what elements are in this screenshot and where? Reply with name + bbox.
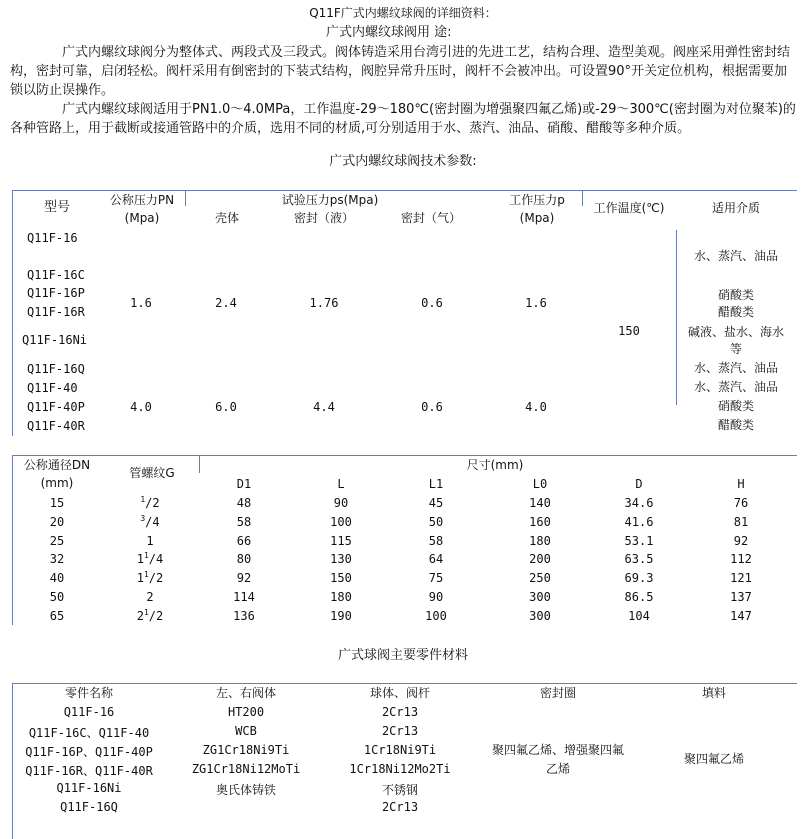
header-dim-h: H — [737, 477, 745, 491]
dim-cell-l1: 75 — [428, 571, 444, 586]
dim-cell-l1: 50 — [428, 514, 444, 529]
thread-cell — [137, 552, 164, 566]
ball-material-cell: 1Cr18Ni12Mo2Ti — [349, 762, 451, 776]
table-left-border — [12, 683, 13, 839]
thread-whole: 1 — [136, 571, 144, 586]
part-name-cell: Q11F-16 — [63, 705, 115, 719]
model-cell: Q11F-16C — [27, 268, 85, 282]
thread-whole: 1 — [146, 533, 154, 548]
dn-cell: 50 — [49, 590, 65, 604]
ball-material-cell: 2Cr13 — [381, 705, 419, 719]
dim-cell-d1: 80 — [236, 552, 252, 567]
thread-denominator: 4 — [152, 514, 160, 529]
model-cell: Q11F-40 — [27, 381, 78, 395]
dim-cell-d1: 92 — [236, 571, 252, 586]
thread-denominator: 2 — [156, 608, 164, 623]
header-dn: 公称通径DN — [23, 458, 91, 472]
application-paragraph: 广式内螺纹球阀适用于PN1.0～4.0MPa，工作温度-29～180℃(密封圈为增强聚四氟乙烯)或-29～300℃(密封圈为对位聚苯)的各种管路上，用于截断或接通管路中的介质，选用不同的材质,可分别适用于水、蒸汽、油品、硝酸、醋酸等多种介质。 — [10, 102, 796, 136]
header-part-name: 零件名称 — [64, 686, 114, 700]
part-name-cell: Q11F-16P、Q11F-40P — [25, 745, 153, 759]
dim-cell-h: 137 — [730, 590, 752, 604]
dim-cell-h: 92 — [733, 533, 749, 548]
dim-cell-d: 41.6 — [624, 514, 654, 529]
header-body: 左、右阀体 — [215, 686, 277, 700]
dim-cell-l0: 180 — [529, 533, 551, 548]
dim-cell-l0: 140 — [529, 496, 551, 510]
part-name-cell: Q11F-16Q — [60, 800, 118, 814]
header-temperature: 工作温度(℃) — [593, 201, 665, 215]
dim-cell-d: 53.1 — [624, 533, 654, 548]
fraction-slash: / — [148, 552, 157, 567]
header-dn-unit: (mm) — [40, 476, 74, 490]
header-packing: 填料 — [701, 686, 727, 700]
media-cell: 醋酸类 — [717, 305, 755, 319]
tech-heading: 广式内螺纹球阀技术参数: — [329, 154, 477, 169]
thread-numerator: 1 — [140, 495, 146, 504]
dn-cell: 20 — [49, 514, 65, 529]
dim-cell-l1: 90 — [428, 590, 444, 604]
dim-cell-d: 104 — [628, 608, 650, 623]
dim-cell-l: 115 — [330, 533, 352, 548]
body-material-cell: HT200 — [227, 705, 265, 719]
table-divider — [676, 230, 677, 405]
thread-numerator: 3 — [140, 513, 146, 523]
fraction-slash: / — [148, 571, 157, 586]
thread-cell — [140, 496, 159, 510]
dim-cell-l0: 250 — [529, 571, 551, 586]
seal-liquid-value: 4.4 — [313, 400, 335, 414]
body-material-cell: ZG1Cr18Ni12MoTi — [191, 762, 301, 776]
usage-heading: 广式内螺纹球阀用 途: — [326, 25, 452, 40]
dim-cell-l1: 58 — [428, 533, 444, 548]
table-top-border — [12, 455, 797, 456]
dim-cell-d: 34.6 — [624, 496, 654, 510]
header-dim-l: L — [337, 477, 345, 491]
model-cell: Q11F-16R — [27, 305, 85, 319]
dim-cell-l: 100 — [330, 514, 352, 529]
seal-material: 聚四氟乙烯、增强聚四氟 — [491, 743, 625, 757]
thread-whole: 1 — [136, 552, 144, 567]
header-seal-liquid: 密封（液） — [293, 211, 355, 225]
pn-value: 1.6 — [130, 296, 152, 310]
header-dim-d1: D1 — [236, 477, 252, 491]
work-pressure-value: 4.0 — [525, 400, 547, 414]
seal-material-cont: 乙烯 — [545, 762, 571, 776]
dim-cell-l0: 300 — [529, 608, 551, 623]
shell-value: 6.0 — [215, 400, 237, 414]
header-model: 型号 — [43, 200, 71, 215]
model-cell: Q11F-16Ni — [22, 333, 88, 347]
dim-cell-d: 69.3 — [624, 571, 654, 586]
dn-cell: 25 — [49, 533, 65, 548]
thread-whole: 2 — [136, 608, 144, 623]
media-cell: 水、蒸汽、油品 — [693, 380, 779, 394]
dim-cell-d1: 136 — [233, 608, 255, 623]
media-cell: 醋酸类 — [717, 418, 755, 432]
body-material-cell: WCB — [235, 724, 257, 738]
media-cell: 硝酸类 — [717, 288, 755, 302]
shell-value: 2.4 — [215, 296, 237, 310]
fraction-slash: / — [145, 514, 153, 529]
dn-cell: 40 — [49, 571, 65, 586]
intro-paragraph: 广式内螺纹球阀分为整体式、两段式及三段式。阀体铸造采用台湾引进的先进工艺，结构合理、造型美观。阀座采用弹性密封结构，密封可靠，启闭轻松。阀杆采用有倒密封的下装式结构，阀腔异常升压时，阀杆不会被冲出。可设置90°开关定位机构，根据需要加锁以防止误操作。 — [10, 45, 791, 98]
dim-cell-l1: 45 — [428, 496, 444, 510]
header-dim-d: D — [635, 477, 643, 491]
dim-cell-d1: 66 — [236, 533, 252, 548]
media-cell: 碱液、盐水、海水 — [687, 325, 785, 339]
page-title: Q11F广式内螺纹球阀的详细资料： — [309, 6, 497, 20]
dim-cell-l: 190 — [330, 608, 352, 623]
dim-cell-h: 147 — [730, 608, 752, 623]
seal-gas-value: 0.6 — [421, 296, 443, 310]
dim-cell-h: 76 — [733, 496, 749, 510]
header-seal-ring: 密封圈 — [539, 686, 577, 700]
part-name-cell: Q11F-16C、Q11F-40 — [28, 726, 150, 740]
model-cell: Q11F-16 — [27, 231, 78, 245]
dim-cell-h: 121 — [730, 571, 752, 586]
thread-numerator: 1 — [143, 607, 149, 617]
thread-denominator: 2 — [152, 496, 160, 510]
dim-cell-d1: 114 — [233, 590, 255, 604]
model-cell: Q11F-40P — [27, 400, 85, 414]
thread-numerator: 1 — [143, 570, 149, 580]
ball-material-cell: 2Cr13 — [381, 800, 419, 814]
dim-cell-d: 86.5 — [624, 590, 654, 604]
dim-cell-h: 112 — [730, 552, 752, 567]
thread-whole: 2 — [146, 590, 154, 604]
table-divider — [582, 190, 583, 206]
header-pn: 公称压力PN — [109, 193, 175, 207]
dim-cell-d1: 58 — [236, 514, 252, 529]
thread-cell — [146, 534, 153, 548]
model-cell: Q11F-40R — [27, 419, 85, 433]
dim-cell-l: 130 — [330, 552, 352, 567]
media-cell: 等 — [729, 342, 743, 356]
thread-cell — [140, 515, 159, 529]
fraction-slash: / — [148, 608, 157, 623]
part-name-cell: Q11F-16R、Q11F-40R — [25, 764, 153, 778]
header-work-unit: (Mpa) — [519, 211, 555, 225]
table-top-border — [12, 190, 797, 191]
ball-material-cell: 1Cr18Ni9Ti — [363, 743, 437, 757]
dim-cell-l0: 200 — [529, 552, 551, 567]
header-work-pressure: 工作压力p — [509, 193, 565, 207]
header-thread: 管螺纹G — [129, 466, 175, 480]
header-shell: 壳体 — [214, 211, 240, 225]
media-cell: 水、蒸汽、油品 — [693, 249, 779, 263]
model-cell: Q11F-16P — [27, 286, 85, 300]
dim-cell-h: 81 — [733, 514, 749, 529]
ball-material-cell: 不锈钢 — [381, 783, 419, 797]
dn-cell: 15 — [49, 496, 65, 510]
dim-cell-l: 150 — [330, 571, 352, 586]
dim-cell-l0: 160 — [529, 514, 551, 529]
header-ball-stem: 球体、阀杆 — [369, 686, 431, 700]
body-material-cell: ZG1Cr18Ni9Ti — [202, 743, 290, 757]
table-top-border — [12, 683, 797, 684]
header-seal-gas: 密封（气） — [400, 211, 462, 225]
header-media: 适用介质 — [711, 201, 761, 215]
dim-cell-l: 90 — [333, 496, 349, 510]
table-divider — [199, 455, 200, 473]
table-left-border — [12, 455, 13, 625]
work-pressure-value: 1.6 — [525, 296, 547, 310]
dim-cell-d1: 48 — [236, 496, 252, 510]
dim-cell-l1: 64 — [428, 552, 444, 567]
dn-cell: 32 — [49, 552, 65, 567]
media-cell: 硝酸类 — [717, 399, 755, 413]
seal-liquid-value: 1.76 — [309, 296, 339, 310]
body-material-cell: 奥氏体铸铁 — [215, 783, 277, 797]
media-cell: 水、蒸汽、油品 — [693, 361, 779, 375]
thread-cell — [146, 590, 153, 604]
part-name-cell: Q11F-16Ni — [56, 781, 122, 795]
table-divider — [185, 190, 186, 206]
thread-denominator: 4 — [156, 552, 164, 567]
dim-cell-d: 63.5 — [624, 552, 654, 567]
materials-heading: 广式球阀主要零件材料 — [337, 648, 469, 663]
thread-cell — [137, 609, 164, 623]
dn-cell: 65 — [49, 608, 65, 623]
thread-denominator: 2 — [156, 571, 164, 586]
thread-numerator: 1 — [143, 551, 149, 561]
temperature-value: 150 — [618, 324, 640, 338]
table-left-border — [12, 190, 13, 436]
pn-value: 4.0 — [130, 400, 152, 414]
packing-material: 聚四氟乙烯 — [683, 752, 745, 766]
header-dim-l0: L0 — [532, 477, 548, 491]
dim-cell-l0: 300 — [529, 590, 551, 604]
header-test-pressure: 试验压力ps(Mpa) — [281, 193, 379, 207]
thread-cell — [137, 571, 164, 585]
dim-cell-l1: 100 — [425, 608, 447, 623]
seal-gas-value: 0.6 — [421, 400, 443, 414]
header-pn-unit: (Mpa) — [124, 211, 160, 225]
header-dim-l1: L1 — [428, 477, 444, 491]
ball-material-cell: 2Cr13 — [381, 724, 419, 738]
model-cell: Q11F-16Q — [27, 362, 85, 376]
header-size: 尺寸(mm) — [466, 458, 524, 472]
dim-cell-l: 180 — [330, 590, 352, 604]
fraction-slash: / — [145, 496, 153, 510]
